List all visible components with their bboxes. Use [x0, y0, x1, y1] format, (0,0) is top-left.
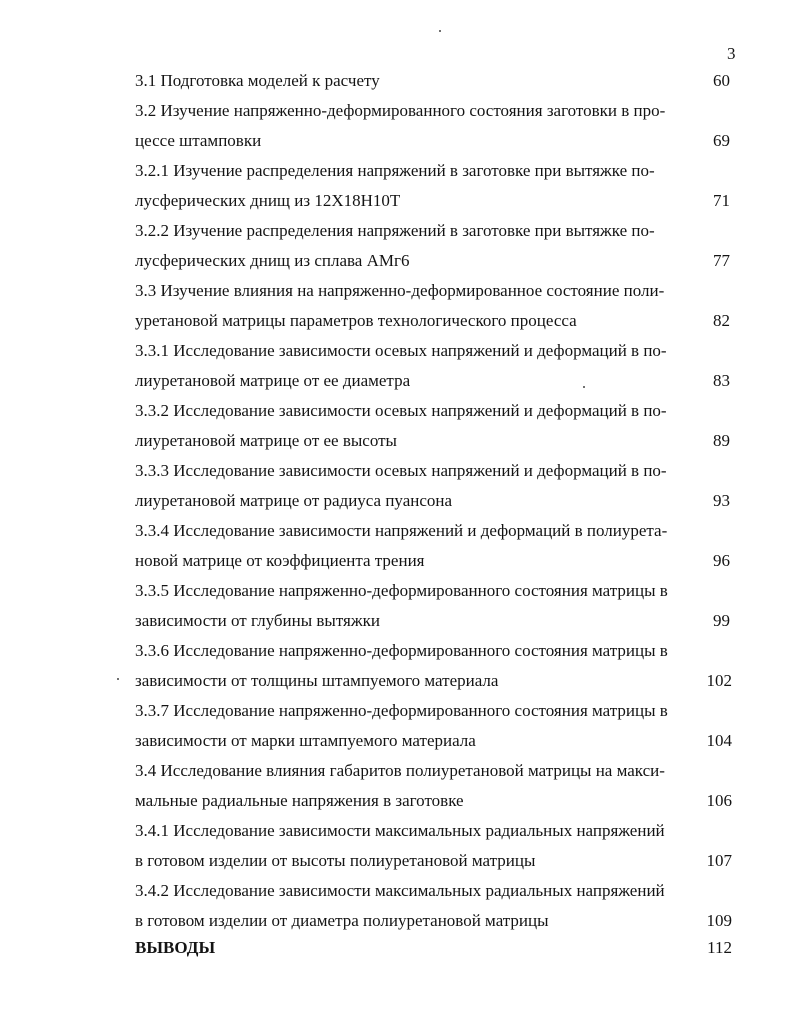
toc-entry-line: уретановой матрицы параметров технологического процесса: [135, 311, 577, 330]
toc-entry-line: 3.3.3 Исследование зависимости осевых напряжений и деформаций в по-: [135, 461, 667, 480]
toc-entry-line: лусферических днищ из 12Х18Н10Т: [135, 191, 401, 210]
toc-entry-line: 3.3.5 Исследование напряженно-деформированного состояния матрицы в: [135, 581, 668, 600]
toc-entry-page: 104: [706, 731, 732, 750]
toc-entry-line: 3.3.7 Исследование напряженно-деформированного состояния матрицы в: [135, 701, 668, 720]
toc-entry-line: 3.3.4 Исследование зависимости напряжений и деформаций в полиурета-: [135, 521, 668, 540]
toc-entry-line: в готовом изделии от диаметра полиуретановой матрицы: [135, 911, 549, 930]
toc-entry-page: 109: [706, 911, 732, 930]
toc-entry-page: 93: [713, 491, 730, 510]
toc-entry-page: 71: [713, 191, 730, 210]
toc-entry-page: 99: [713, 611, 730, 630]
toc-entry-page: 83: [713, 371, 730, 390]
toc-entry-page: 102: [706, 671, 732, 690]
toc-entry-page: 69: [713, 131, 730, 150]
toc-entry-line: 3.1 Подготовка моделей к расчету: [135, 71, 380, 90]
conclusions-page: 112: [707, 938, 732, 957]
toc-entry-line: 3.2.2 Изучение распределения напряжений в заготовке при вытяжке по-: [135, 221, 655, 240]
toc-entry-line: лиуретановой матрице от ее диаметра: [135, 371, 411, 390]
toc-entry-page: 106: [706, 791, 732, 810]
toc-entry-line: цессе штамповки: [135, 131, 262, 150]
toc-entry-page: 77: [713, 251, 730, 270]
toc-entry-page: 96: [713, 551, 730, 570]
toc-entry-line: зависимости от глубины вытяжки: [135, 611, 380, 630]
toc-entry-line: 3.2 Изучение напряженно-деформированного состояния заготовки в про-: [135, 101, 666, 120]
toc-entry-line: 3.2.1 Изучение распределения напряжений в заготовке при вытяжке по-: [135, 161, 655, 180]
toc-entry-line: 3.3.2 Исследование зависимости осевых напряжений и деформаций в по-: [135, 401, 667, 420]
toc-entry-line: мальные радиальные напряжения в заготовке: [135, 791, 464, 810]
scan-speck: [583, 386, 585, 388]
toc-entry-page: 82: [713, 311, 730, 330]
toc-entry-line: лиуретановой матрице от ее высоты: [135, 431, 397, 450]
toc-entry-line: 3.3 Изучение влияния на напряженно-деформированное состояние поли-: [135, 281, 665, 300]
page-number: 3: [727, 44, 736, 63]
toc-entry-page: 89: [713, 431, 730, 450]
toc-entry-line: 3.3.6 Исследование напряженно-деформированного состояния матрицы в: [135, 641, 668, 660]
toc-entry-line: лусферических днищ из сплава АМг6: [135, 251, 410, 270]
toc-entry-line: 3.4.2 Исследование зависимости максимальных радиальных напряжений: [135, 881, 665, 900]
toc-entry-line: в готовом изделии от высоты полиуретановой матрицы: [135, 851, 536, 870]
scan-speck: [117, 678, 119, 680]
conclusions-label: ВЫВОДЫ: [135, 938, 216, 957]
toc-entry-line: лиуретановой матрице от радиуса пуансона: [135, 491, 453, 510]
toc-entry-page: 60: [713, 71, 730, 90]
toc-entry-line: 3.4.1 Исследование зависимости максимальных радиальных напряжений: [135, 821, 665, 840]
toc-entry-line: новой матрице от коэффициента трения: [135, 551, 425, 570]
toc-entry-line: зависимости от марки штампуемого материала: [135, 731, 476, 750]
toc-entry-line: 3.4 Исследование влияния габаритов полиуретановой матрицы на макси-: [135, 761, 665, 780]
toc-entry-page: 107: [706, 851, 732, 870]
scan-speck: [439, 30, 441, 32]
toc-entry-line: 3.3.1 Исследование зависимости осевых напряжений и деформаций в по-: [135, 341, 667, 360]
toc-entry-line: зависимости от толщины штампуемого материала: [135, 671, 499, 690]
